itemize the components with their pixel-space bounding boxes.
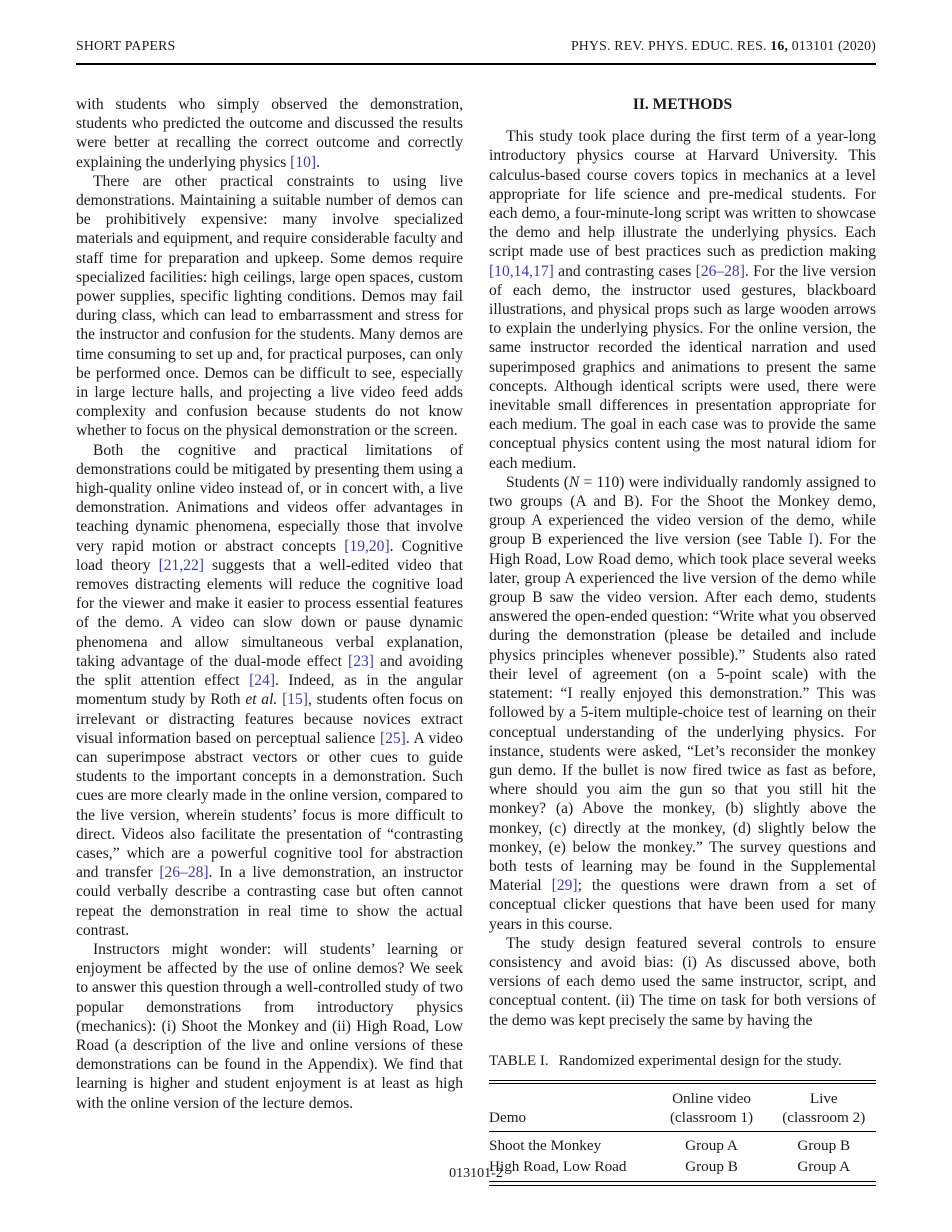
paragraph <box>76 940 463 1113</box>
citation-link[interactable]: [25] <box>379 729 406 747</box>
text-run: N <box>568 473 580 491</box>
text-run: . In a live demonstration, an instructor could verbally describe a contrasting case but often cannot repeat the demonstration in real time to show the actual contrast. <box>76 864 464 939</box>
text-run: with students who simply observed the demonstration, students who predicted the outcome and discussed the results were better at recalling the correct outcome and correctly explaining the underlying physics <box>76 96 463 171</box>
left-column <box>76 95 463 1186</box>
table-header <box>489 1084 876 1132</box>
section-heading-methods: II. METHODS <box>632 96 733 113</box>
right-column <box>489 95 876 1186</box>
text-run: et al. <box>245 691 278 709</box>
table-label: TABLE I. <box>489 1052 549 1069</box>
text-run: = 110) were individually randomly assigned to two groups (A and B). For the Shoot the Monkey demo, group A experienced the video version of the demo, while group B experienced the live version (see Table <box>489 473 876 549</box>
paragraph <box>489 473 876 934</box>
text-run: This study took place during the first term of a year-long introductory physics course at Harvard University. This calculus-based course covers topics in mechanics at a level appropriate for life science and pre-medical students. For each demo, a four-minute-long script was written to showcase the demo and help illustrate the underlying physics. Each script made use of best practices such as prediction making <box>489 128 876 261</box>
paragraph <box>76 441 463 940</box>
text-run: . Indeed, as in the angular momentum study by Roth <box>76 672 463 709</box>
text-run: The study design featured several controls to ensure consistency and avoid bias: (i) As discussed above, both versions of each demo used the same instructor, script, and conceptual content. (ii) The time on task for both versions of the demo was kept precisely the same by having the <box>489 934 876 1029</box>
table-cell: High Road, Low Road <box>489 1157 627 1175</box>
table-cell: Group A <box>685 1137 738 1155</box>
page-footer <box>0 1166 952 1182</box>
table-caption <box>489 1052 876 1071</box>
text-run: and avoiding the split attention effect <box>76 652 463 690</box>
text-run: ). For the High Road, Low Road demo, which took place several weeks later, group A experienced the live version of the demo while group B saw the video version. After each demo, students answered the open-ended question: “Write what you observed during the demonstration (please be detailed and include physics principles whenever possible).” Students also rated their level of agreement (on a 5-point scale) with the statement: “I really enjoyed this demonstration.” This was followed by a 5-item multiple-choice test of learning on their conceptual understanding of the underlying physics. For instance, students were asked, “Let’s reconsider the monkey gun demo. If the bullet is now fired twice as fast as before, where should you aim the gun so that you still hit the monkey? (a) Above the monkey, (b) slightly above the monkey, (c) directly at the monkey, (d) slightly below the monkey, (e) below the monkey.” The survey questions and both tests of learning may be found in the Supplemental Material <box>489 531 876 895</box>
paragraph <box>76 95 463 172</box>
text-run: . A video can superimpose abstract vectors or other cues to guide students to the important concepts in a demonstration. Such cues are more clearly made in the online version, compared to the live version, wherein students’ focus is more difficult to direct. Videos also facilitate the presentation of “contrasting cases,” which are a powerful cognitive tool for abstraction and transfer <box>76 729 463 882</box>
table-header-online-video: Online video (classroom 1) <box>652 1084 772 1132</box>
text-run: There are other practical constraints to using live demonstrations. Maintaining a suitable number of demos can be prohibitively expensive: many involve specialized materials and equipment, and require considerable faculty and staff time for preparation and upkeep. Some demos require specialized facilities: high ceilings, large open spaces, custom power supplies, specific lighting conditions. Demos may fail during class, which can lead to embarrassment and stress for the instructor and confusion for the students. Many demos are time consuming to set up and, for practical purposes, can only be performed once. Demos can be difficult to see, especially in large lecture halls, and projecting a live video feed adds complexity and confusion because students do not know whether to focus on the physical demonstration or the screen. <box>76 172 463 440</box>
citation-link[interactable]: [24] <box>249 672 275 690</box>
text-run: Instructors might wonder: will students’ learning or enjoyment be affected by the use of online demos? We seek to answer this question through a well-controlled study of two popular demonstrations from introductory physics (mechanics): (i) Shoot the Monkey and (ii) High Road, Low Road (a description of the live and online versions of these demonstrations can be found in the Appendix). We find that learning is higher and student enjoyment is at least as high with the online version of the lecture demos. <box>76 940 463 1112</box>
text-run: . <box>316 153 320 171</box>
table-header-demo: Demo <box>489 1084 652 1132</box>
text-run: suggests that a well-edited video that removes distracting elements will reduce the cognitive load for the viewer and make it easier to process essential features of the demo. A video can slow down or pause dynamic phenomena and allow simultaneous verbal explanation, taking advantage of the dual-mode effect <box>76 556 463 670</box>
citation-link[interactable]: I <box>808 531 814 549</box>
text-run: . Cognitive load theory <box>76 537 463 574</box>
running-header-left: SHORT PAPERS <box>76 38 176 53</box>
volume-number: 16, <box>770 38 789 53</box>
table-caption-text: Randomized experimental design for the study. <box>558 1052 842 1069</box>
citation-link[interactable]: [19,20] <box>344 537 390 555</box>
table-row <box>489 1132 876 1157</box>
text-run: , students often focus on irrelevant or distracting features because novices extract visual information based on perceptual salience <box>76 691 464 747</box>
paragraph <box>76 172 463 441</box>
citation-link[interactable]: [10,14,17] <box>489 262 554 280</box>
citation-link[interactable]: [23] <box>348 652 374 670</box>
text-run: Both the cognitive and practical limitations of demonstrations could be mitigated by presenting them using a high-quality online video instead of, or in concert with, a live demonstration. Animations and videos offer advantages in teaching dynamic phenomena, especially those that involve very rapid motion or abstract concepts <box>76 441 463 555</box>
citation-link[interactable]: [26–28] <box>159 864 209 882</box>
text-run: and contrasting cases <box>553 262 696 280</box>
article-number-year: 013101 (2020) <box>788 38 876 53</box>
text-run: Students ( <box>506 473 569 491</box>
paragraph <box>489 934 876 1030</box>
page-body <box>76 95 876 1186</box>
right-column-text <box>489 127 876 1030</box>
table-cell: Group B <box>797 1137 851 1155</box>
table-header-live: Live (classroom 2) <box>772 1084 877 1132</box>
citation-link[interactable]: [26–28] <box>695 262 745 280</box>
citation-link[interactable]: [10] <box>290 153 317 171</box>
text-run: ; the questions were drawn from a set of conceptual clicker questions that have been used for many years in this course. <box>489 877 876 933</box>
table-cell: Shoot the Monkey <box>489 1137 602 1155</box>
page-number: 013101-2 <box>449 1166 503 1181</box>
citation-link[interactable]: [29] <box>551 877 578 895</box>
running-header <box>76 38 876 65</box>
citation-link[interactable]: [15] <box>282 691 308 709</box>
text-run: . For the live version of each demo, the instructor used gestures, blackboard illustrations, and physical props such as large wooden arrows to explain the underlying physics. For the online version, the same instructor recorded the identical narration and used superimposed graphics and animations to present the same concepts. Although identical scripts were used, there were inevitable small differences in presentation appropriate for each medium. The goal in each case was to provide the same conceptual physics content using the most natural idiom for each medium. <box>489 262 876 472</box>
paragraph <box>489 127 876 473</box>
table-cell: Group A <box>797 1157 851 1175</box>
running-header-right <box>571 38 876 54</box>
citation-link[interactable]: [21,22] <box>158 556 204 574</box>
journal-abbreviation: PHYS. REV. PHYS. EDUC. RES. <box>570 38 771 53</box>
table-cell: Group B <box>685 1157 738 1175</box>
